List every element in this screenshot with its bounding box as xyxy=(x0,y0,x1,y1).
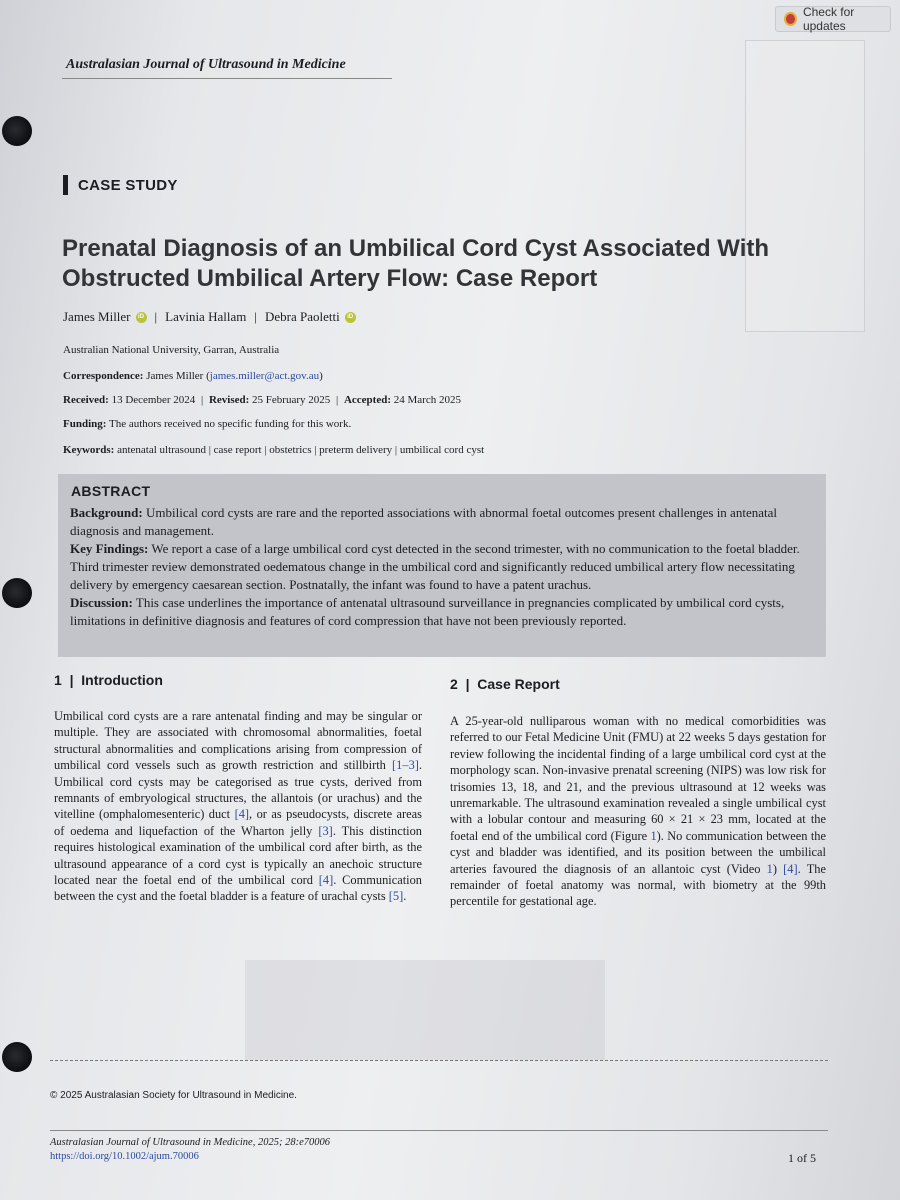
abstract-findings xyxy=(70,540,814,594)
correspondence-label: Correspondence: xyxy=(63,370,144,382)
keywords-text: antenatal ultrasound | case report | obstetrics | preterm delivery | umbilical cord cyst xyxy=(117,444,485,456)
article-type-bar xyxy=(63,175,68,195)
body-text: A 25-year-old nulliparous woman with no medical comorbidities was referred to our Fetal Medicine Unit (FMU) at 22 weeks 5 days gestation for review following the incidental finding of a large umbilical cord cyst at the morphology scan. Non-invasive prenatal screening (NIPS) was low risk for trisomies 13, 18, and 21, and the previous ultrasound at 12 weeks was unremarkable. The ultrasound examination revealed a single umbilical cyst with a lobular contour and measuring 60 × 21 × 23 mm, located at the foetal end of the umbilical cord (Figure xyxy=(450,714,826,843)
accepted-date: 24 March 2025 xyxy=(393,394,461,406)
citation-link[interactable]: [5] xyxy=(388,889,404,904)
keywords xyxy=(63,444,484,456)
citation-link[interactable]: [4] xyxy=(234,807,250,822)
abstract-background-text: Umbilical cord cysts are rare and the reported associations with abnormal foetal outcomes present challenges in antenatal diagnosis and management. xyxy=(70,505,777,538)
author-list xyxy=(63,309,356,325)
abstract-findings-text: We report a case of a large umbilical cord cyst detected in the second trimester, with no communication to the foetal bladder. Third trimester review demonstrated oedematous change in the umbilical cord and significantly reduced umbilical artery flow necessitating delivery by emergency caesarean section. Postnatally, the infant was found to have a patent urachus. xyxy=(70,541,800,592)
copyright-notice: © 2025 Australasian Society for Ultrasound in Medicine. xyxy=(50,1090,297,1101)
funding-text: The authors received no specific funding for this work. xyxy=(108,418,352,430)
abstract-discussion-text: This case underlines the importance of antenatal ultrasound surveillance in pregnancies complicated by umbilical cord cysts, limitations in definitive diagnosis and features of cord compression that have not been previously reported. xyxy=(70,595,785,628)
accepted-label: Accepted: xyxy=(343,394,392,406)
body-text: Umbilical cord cysts are a rare antenatal finding and may be singular or multiple. They are associated with chromosomal abnormalities, foetal structural abnormalities and complications arising from compression of umbilical cord vessels such as growth restriction and stillbirth xyxy=(54,709,422,773)
body-text: ). No communication between the cyst and bladder was identified, and its position between the umbilical arteries favoured the diagnosis of an allantoic cyst (Video xyxy=(450,828,826,876)
revised-date: 25 February 2025 xyxy=(252,394,331,406)
author-separator: | xyxy=(154,309,158,324)
doi-link[interactable]: https://doi.org/10.1002/ajum.70006 xyxy=(50,1151,199,1162)
author-name[interactable]: Lavinia Hallam xyxy=(165,309,247,324)
section-heading-introduction: 1 | Introduction xyxy=(54,672,163,688)
citation-link[interactable]: [4] xyxy=(318,873,334,888)
body-text: . Communication between the cyst and the foetal bladder is a feature of urachal cysts xyxy=(54,873,422,904)
footer-rule xyxy=(50,1130,828,1131)
binder-hole xyxy=(2,116,32,146)
check-for-updates-button[interactable] xyxy=(775,6,891,32)
video-link[interactable]: 1 xyxy=(766,861,773,876)
binder-hole xyxy=(2,1042,32,1072)
affiliation: Australian National University, Garran, Australia xyxy=(63,344,280,356)
check-updates-icon xyxy=(784,12,797,26)
article-type-label: CASE STUDY xyxy=(78,176,178,194)
journal-header: Australasian Journal of Ultrasound in Medicine xyxy=(66,57,346,72)
body-text: , or as pseudocysts, discrete areas of oedema and liquefaction of the Wharton jelly xyxy=(54,807,422,838)
funding-label: Funding: xyxy=(63,418,107,430)
orcid-icon[interactable]: iD xyxy=(136,312,147,323)
received-label: Received: xyxy=(63,394,109,406)
section-heading-case-report: 2 | Case Report xyxy=(450,676,560,692)
orcid-icon[interactable]: iD xyxy=(345,312,356,323)
author-name[interactable]: James Miller xyxy=(63,309,131,324)
abstract-background-label: Background: xyxy=(70,505,143,520)
article-dates: Received: 13 December 2024 | Revised: 25 February 2025 | Accepted: 24 March 2025 xyxy=(63,394,461,406)
header-rule xyxy=(62,78,392,79)
abstract-background xyxy=(70,504,814,540)
citation-link[interactable]: [4] xyxy=(783,861,798,876)
show-through-figure xyxy=(245,960,605,1060)
article-type xyxy=(63,175,178,195)
introduction-paragraph xyxy=(54,708,422,905)
correspondence-email-link[interactable]: james.miller@act.gov.au xyxy=(209,370,320,382)
body-text: . This distinction requires histological examination of the umbilical cord after birth, as the ultrasound appearance of a cord cyst is typically an anechoic structure located near the foetal end of the umbilical cord xyxy=(54,823,422,888)
author-name[interactable]: Debra Paoletti xyxy=(264,309,340,324)
abstract-discussion-label: Discussion: xyxy=(70,595,133,610)
author-separator: | xyxy=(254,309,257,324)
abstract-discussion xyxy=(70,594,814,630)
received-date: 13 December 2024 xyxy=(111,394,196,406)
body-text: . Umbilical cord cysts may be categorised as true cysts, derived from remnants of embryological structures, the allantois (or urachus) and the vitelline (omphalomesenteric) duct xyxy=(54,758,422,822)
footnote-divider xyxy=(50,1060,828,1061)
body-text: . xyxy=(403,889,407,904)
body-text: . The remainder of foetal anatomy was normal, with biometry at the 99th percentile for gestational age. xyxy=(450,861,826,909)
correspondence-name: James Miller xyxy=(146,370,204,382)
correspondence: Correspondence: James Miller (james.miller@act.gov.au) xyxy=(63,370,323,382)
funding-statement xyxy=(63,418,351,430)
footer-journal-citation xyxy=(50,1137,330,1148)
revised-label: Revised: xyxy=(208,394,250,406)
binder-hole xyxy=(2,578,32,608)
abstract-findings-label: Key Findings: xyxy=(70,541,149,556)
citation-link[interactable]: [3] xyxy=(318,823,333,838)
keywords-label: Keywords: xyxy=(63,444,115,456)
citation-link[interactable]: [1–3] xyxy=(392,758,419,773)
abstract-heading: ABSTRACT xyxy=(71,483,151,499)
abstract-box xyxy=(58,474,826,657)
body-text: ) xyxy=(772,861,784,876)
check-updates-label: Check for updates xyxy=(802,5,855,33)
case-report-paragraph xyxy=(450,713,826,910)
article-title: Prenatal Diagnosis of an Umbilical Cord Cyst Associated With Obstructed Umbilical Artery Flow: Case Report xyxy=(62,235,770,292)
page-number: 1 of 5 xyxy=(788,1151,816,1165)
figure-link[interactable]: 1 xyxy=(650,828,657,843)
journal-citation-text: Australasian Journal of Ultrasound in Medicine, 2025; 28:e70006 xyxy=(50,1137,330,1148)
